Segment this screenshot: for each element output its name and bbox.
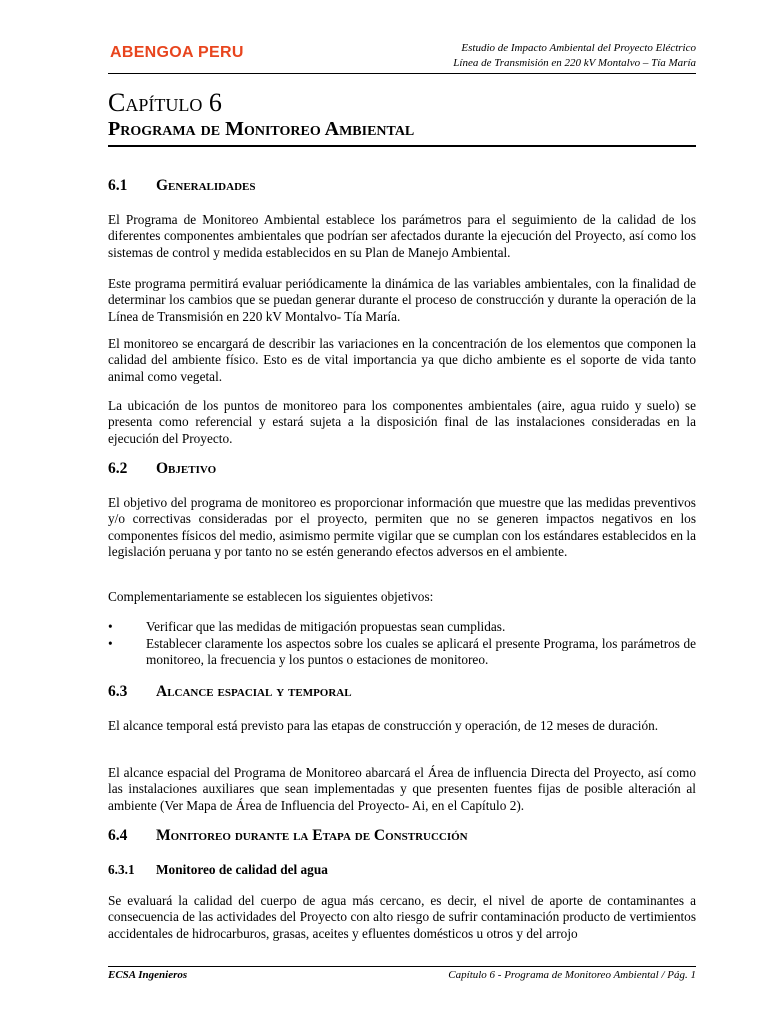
- section-number: 6.3: [108, 683, 128, 700]
- section-title: Alcance espacial y temporal: [156, 683, 352, 700]
- header-study-line-2: Línea de Transmisión en 220 kV Montalvo – Tía María: [453, 56, 696, 69]
- paragraph: Se evaluará la calidad del cuerpo de agua más cercano, es decir, el nivel de aporte de contaminantes a consecuencia de las actividades del Proyecto con alto riesgo de sufrir contaminación producto de vertimientos accidentales de hidrocarburos, grasas, aceites y efluentes domésticos u otros y del arrojo: [108, 893, 696, 941]
- footer-divider: [108, 966, 696, 967]
- section-number: 6.1: [108, 177, 128, 194]
- paragraph: El monitoreo se encargará de describir las variaciones en la concentración de los elementos que componen la calidad del ambiente físico. Esto es de vital importancia ya que dicho ambiente es el soporte de vida tanto animal como vegetal.: [108, 336, 696, 384]
- header-study-line-1: Estudio de Impacto Ambiental del Proyecto Eléctrico: [461, 42, 696, 54]
- paragraph: El objetivo del programa de monitoreo es proporcionar información que muestre que las medidas preventivos y/o correctivas consideradas por el proyecto, permiten que no se generen impactos negativos en los componentes físicos del medio, asimismo permite vigilar que se cumplan con los estándares establecidos en la legislación peruana y por tanto no se estén generando efectos adversos en el ambiente.: [108, 495, 696, 560]
- paragraph: La ubicación de los puntos de monitoreo para los componentes ambientales (aire, agua ruido y suelo) se presenta como referencial y estará sujeta a la disposición final de las instalaciones consideradas en la ejecución del Proyecto.: [108, 398, 696, 446]
- header-study-title: [396, 41, 696, 70]
- section-heading-6-1: [108, 178, 255, 194]
- bullet-icon: •: [108, 619, 113, 634]
- chapter-rule: [108, 145, 696, 147]
- section-heading-6-2: [108, 461, 216, 477]
- chapter-title: Programa de Monitoreo Ambiental: [108, 118, 415, 140]
- section-heading-6-4: [108, 828, 468, 844]
- bullet-text: Verificar que las medidas de mitigación propuestas sean cumplidas.: [146, 619, 506, 634]
- bullet-item: [108, 636, 696, 669]
- bullet-icon: •: [108, 636, 113, 651]
- footer-page-info: Capítulo 6 - Programa de Monitoreo Ambiental / Pág. 1: [448, 969, 696, 981]
- section-title: Objetivo: [156, 460, 217, 477]
- paragraph: El Programa de Monitoreo Ambiental establece los parámetros para el seguimiento de la calidad de los diferentes componentes ambientales que podrían ser afectados durante la ejecución del Proyecto, así como los sistemas de control y medida establecidos en su Plan de Manejo Ambiental.: [108, 212, 696, 260]
- paragraph: Complementariamente se establecen los siguientes objetivos:: [108, 589, 434, 604]
- subsection-heading-6-3-1: [108, 862, 328, 878]
- section-title: Monitoreo durante la Etapa de Construcción: [156, 827, 468, 844]
- bullet-text: Establecer claramente los aspectos sobre los cuales se aplicará el presente Programa, los parámetros de monitoreo, la frecuencia y los puntos o estaciones de monitoreo.: [146, 636, 696, 668]
- paragraph: El alcance temporal está previsto para las etapas de construcción y operación, de 12 meses de duración.: [108, 718, 659, 733]
- section-number: 6.2: [108, 460, 128, 477]
- section-heading-6-3: [108, 684, 352, 700]
- bullet-item: [108, 619, 696, 635]
- chapter-label: Capítulo 6: [108, 88, 222, 117]
- header-divider: [108, 73, 696, 74]
- section-title: Generalidades: [156, 177, 256, 194]
- subsection-title: Monitoreo de calidad del agua: [156, 862, 328, 877]
- footer-company: ECSA Ingenieros: [108, 969, 188, 981]
- subsection-number: 6.3.1: [108, 862, 135, 877]
- company-logo: ABENGOA PERU: [110, 44, 244, 61]
- paragraph: El alcance espacial del Programa de Monitoreo abarcará el Área de influencia Directa del Proyecto, así como las instalaciones auxiliares que sean implementadas y que presenten fuentes fijas de posible alteración al ambiente (Ver Mapa de Área de Influencia del Proyecto- Ai, en el Capítulo 2).: [108, 765, 696, 813]
- paragraph: Este programa permitirá evaluar periódicamente la dinámica de las variables ambientales, con la finalidad de determinar los cambios que se puedan generar durante el proceso de construcción y durante la operación de la Línea de Transmisión en 220 kV Montalvo- Tía María.: [108, 276, 696, 324]
- section-number: 6.4: [108, 827, 128, 844]
